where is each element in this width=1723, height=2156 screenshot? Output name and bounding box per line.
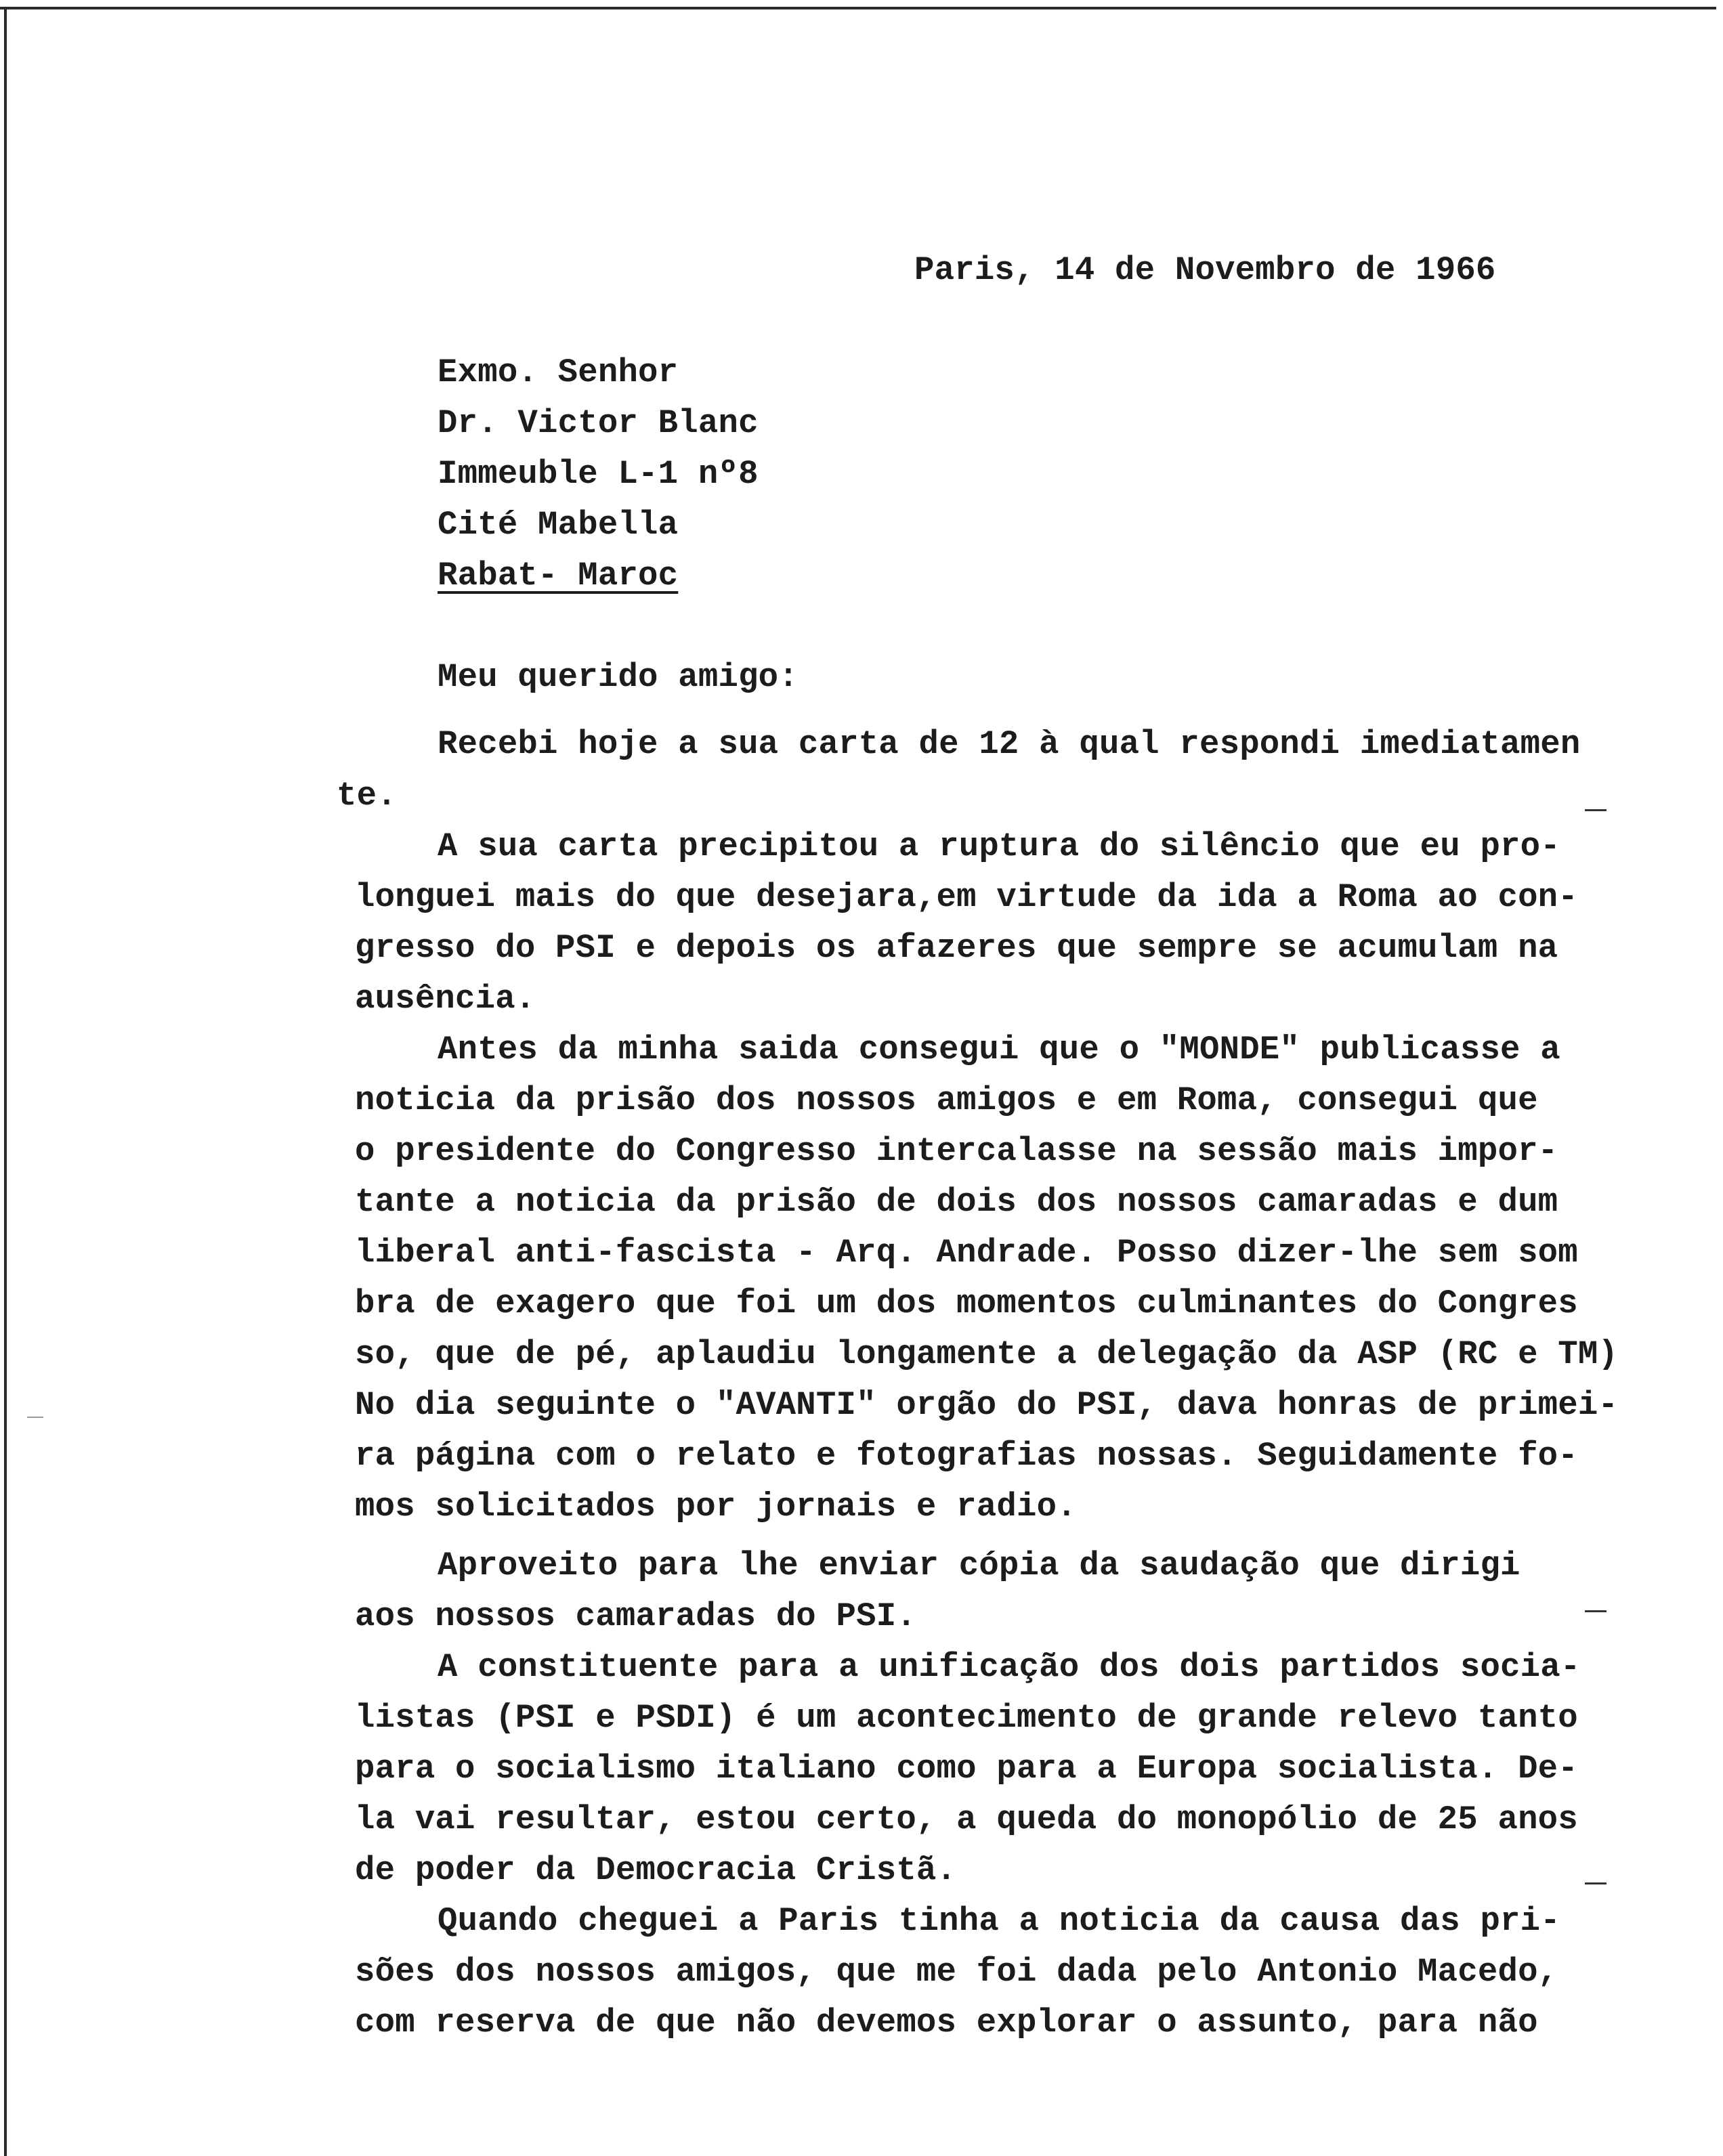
body-line: so, que de pé, aplaudiu longamente a delegação da ASP (RC e TM) bbox=[355, 1335, 1619, 1373]
body-line: Aproveito para lhe enviar cópia da saudação que dirigi bbox=[438, 1547, 1520, 1584]
body-line: sões dos nossos amigos, que me foi dada pelo Antonio Macedo, bbox=[355, 1953, 1558, 1991]
body-line: liberal anti-fascista - Arq. Andrade. Posso dizer-lhe sem som bbox=[355, 1234, 1578, 1272]
body-line: tante a noticia da prisão de dois dos nossos camaradas e dum bbox=[355, 1183, 1558, 1221]
body-line: mos solicitados por jornais e radio. bbox=[355, 1488, 1077, 1526]
body-line: gresso do PSI e depois os afazeres que sempre se acumulam na bbox=[355, 929, 1558, 967]
salutation: Meu querido amigo: bbox=[438, 658, 799, 696]
body-line: te. bbox=[337, 777, 397, 815]
address-line-city: Rabat- Maroc bbox=[438, 557, 679, 595]
body-line: noticia da prisão dos nossos amigos e em Roma, consegui que bbox=[355, 1081, 1538, 1119]
body-line: listas (PSI e PSDI) é um acontecimento de grande relevo tanto bbox=[355, 1699, 1578, 1737]
body-line: para o socialismo italiano como para a Europa socialista. De- bbox=[355, 1750, 1578, 1788]
body-line: ra página com o relato e fotografias nossas. Seguidamente fo- bbox=[355, 1437, 1578, 1475]
body-line: A constituente para a unificação dos dois partidos socia- bbox=[438, 1648, 1581, 1686]
body-line: Quando cheguei a Paris tinha a noticia da causa das pri- bbox=[438, 1902, 1560, 1940]
correction-mark bbox=[1585, 1882, 1607, 1884]
body-line: A sua carta precipitou a ruptura do silêncio que eu pro- bbox=[438, 827, 1560, 865]
address-line: Immeuble L-1 nº8 bbox=[438, 455, 759, 493]
dateline: Paris, 14 de Novembro de 1966 bbox=[914, 251, 1496, 289]
body-line: aos nossos camaradas do PSI. bbox=[355, 1597, 916, 1635]
body-line: de poder da Democracia Cristã. bbox=[355, 1851, 957, 1889]
body-line: longuei mais do que desejara,em virtude da ida a Roma ao con- bbox=[355, 878, 1578, 916]
body-line: la vai resultar, estou certo, a queda do monopólio de 25 anos bbox=[355, 1801, 1578, 1838]
page-border-top bbox=[0, 7, 1716, 9]
body-line: o presidente do Congresso intercalasse na sessão mais impor- bbox=[355, 1132, 1558, 1170]
body-line: bra de exagero que foi um dos momentos culminantes do Congres bbox=[355, 1285, 1578, 1322]
body-line: Recebi hoje a sua carta de 12 à qual respondi imediatamen bbox=[438, 725, 1581, 763]
body-line: No dia seguinte o "AVANTI" orgão do PSI, dava honras de primei- bbox=[355, 1386, 1619, 1424]
address-line: Exmo. Senhor bbox=[438, 353, 679, 391]
page-border-left bbox=[4, 7, 7, 2156]
address-line: Cité Mabella bbox=[438, 506, 679, 544]
body-line: ausência. bbox=[355, 980, 536, 1018]
body-line: com reserva de que não devemos explorar o assunto, para não bbox=[355, 2004, 1538, 2042]
margin-speck bbox=[27, 1417, 43, 1418]
correction-mark bbox=[1585, 809, 1607, 811]
body-line: Antes da minha saida consegui que o "MONDE" publicasse a bbox=[438, 1031, 1560, 1069]
correction-mark bbox=[1585, 1610, 1607, 1612]
address-line: Dr. Victor Blanc bbox=[438, 404, 759, 442]
